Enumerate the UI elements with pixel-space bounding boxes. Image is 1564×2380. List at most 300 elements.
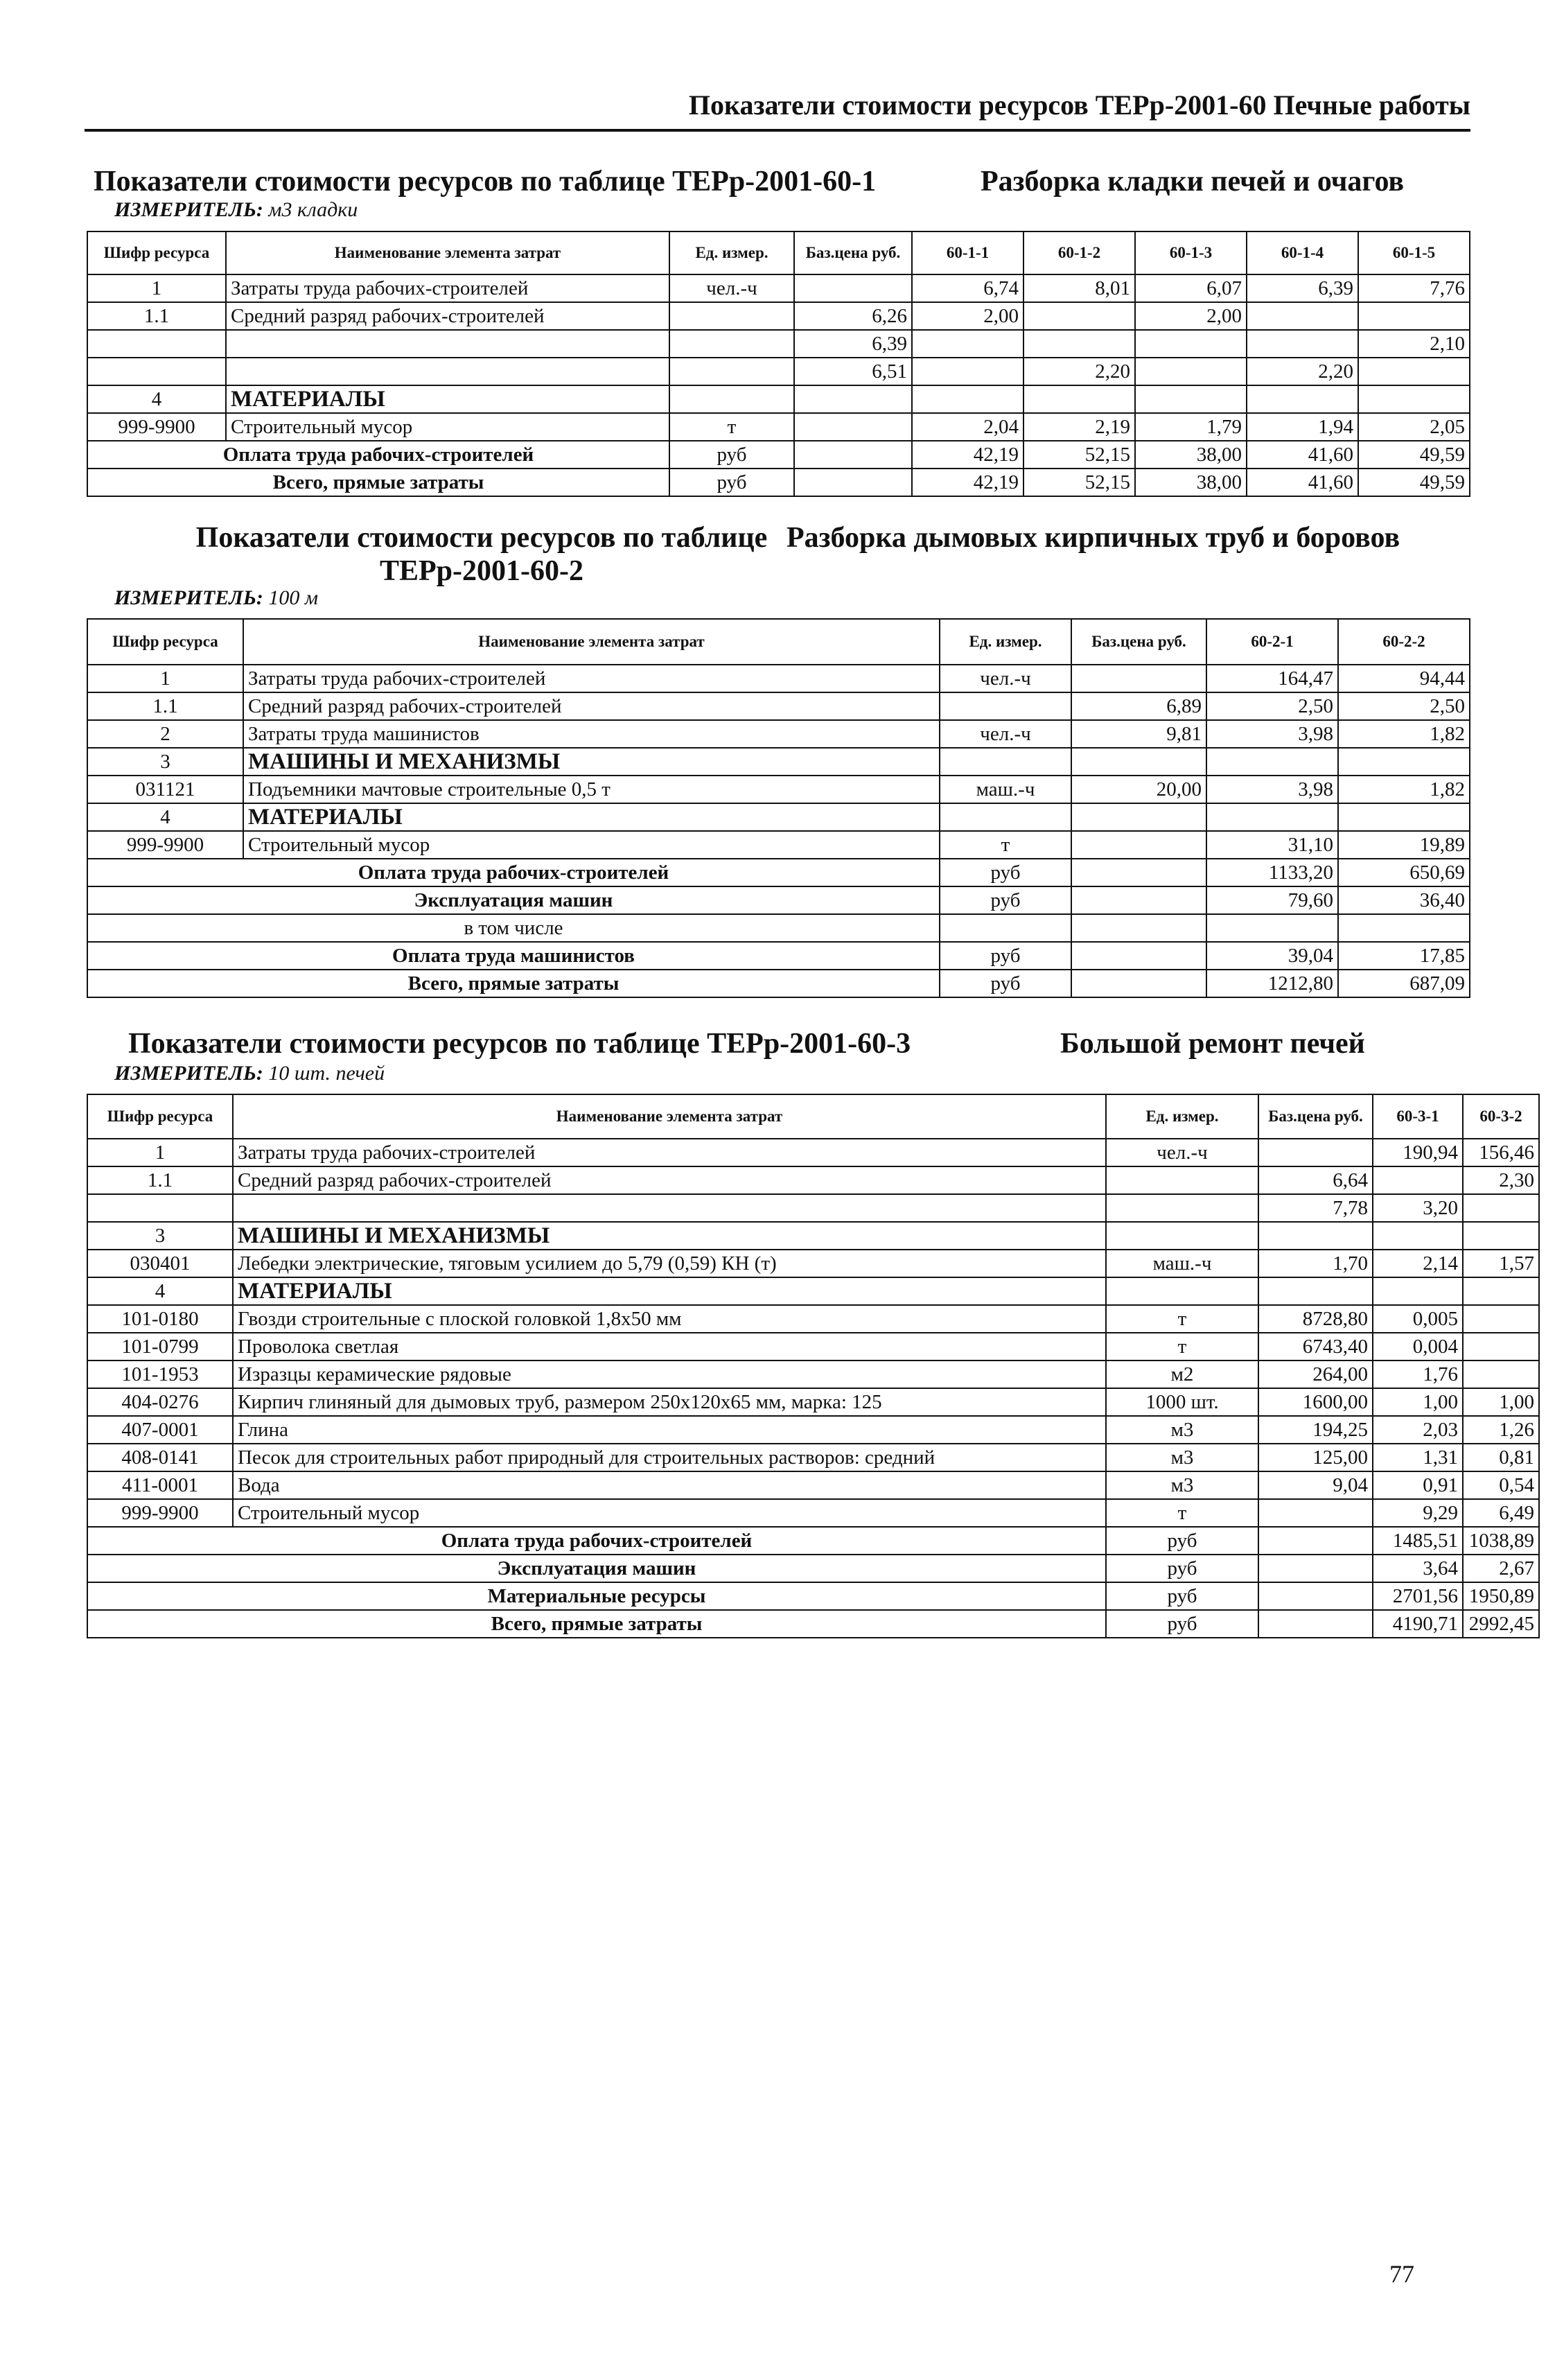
value-cell: 3,64	[1373, 1555, 1463, 1582]
base-price-cell	[1071, 803, 1206, 831]
value-cell: 41,60	[1247, 469, 1358, 496]
resource-code-cell: 999-9900	[87, 1499, 233, 1527]
value-cell	[1023, 385, 1135, 413]
resource-name-cell	[233, 1194, 1106, 1222]
table2-subtitle: Разборка дымовых кирпичных труб и боровов	[787, 522, 1400, 554]
resource-code-cell: 404-0276	[87, 1388, 233, 1416]
resource-code-cell: 101-0799	[87, 1333, 233, 1360]
unit-cell	[1106, 1166, 1258, 1194]
value-cell	[1247, 330, 1358, 358]
unit-cell	[669, 385, 794, 413]
table2-measure	[114, 586, 318, 610]
table2-title-line2: ТЕРр-2001-60-2	[380, 555, 583, 587]
unit-cell: маш.-ч	[940, 776, 1071, 803]
value-cell: 1,82	[1338, 776, 1470, 803]
table1-header-cell: 60-1-1	[912, 231, 1023, 274]
base-price-cell: 6743,40	[1258, 1333, 1373, 1360]
unit-cell: руб	[1106, 1582, 1258, 1610]
resource-name-cell: Песок для строительных работ природный для строительных растворов: средний	[233, 1444, 1106, 1471]
resource-name-cell: Средний разряд рабочих-строителей	[226, 302, 669, 330]
value-cell: 3,98	[1206, 720, 1338, 748]
value-cell: 42,19	[912, 469, 1023, 496]
base-price-cell: 1,70	[1258, 1250, 1373, 1277]
table3-row	[87, 1527, 1539, 1555]
unit-cell: руб	[940, 970, 1071, 997]
table1-row	[87, 469, 1470, 496]
unit-cell: руб	[669, 441, 794, 469]
value-cell: 2,20	[1023, 358, 1135, 385]
table1-subtitle: Разборка кладки печей и очагов	[981, 166, 1405, 198]
table2-row	[87, 748, 1470, 776]
unit-cell: 1000 шт.	[1106, 1388, 1258, 1416]
resource-code-cell: 101-0180	[87, 1305, 233, 1333]
value-cell: 1,76	[1373, 1360, 1463, 1388]
value-cell: 650,69	[1338, 859, 1470, 886]
value-cell	[1338, 914, 1470, 942]
table3-header-cell: Баз.цена руб.	[1258, 1094, 1373, 1139]
base-price-cell: 264,00	[1258, 1360, 1373, 1388]
base-price-cell	[1258, 1555, 1373, 1582]
table3-row	[87, 1277, 1539, 1305]
table3-row	[87, 1444, 1539, 1471]
table2-header-cell: Наименование элемента затрат	[243, 619, 940, 665]
resource-code-cell	[87, 330, 226, 358]
value-cell: 36,40	[1338, 886, 1470, 914]
resource-code-cell: 4	[87, 385, 226, 413]
resource-name-cell: Строительный мусор	[226, 413, 669, 441]
value-cell: 2,00	[1135, 302, 1247, 330]
base-price-cell: 9,04	[1258, 1471, 1373, 1499]
base-price-cell	[1071, 886, 1206, 914]
table3-header-cell: Ед. измер.	[1106, 1094, 1258, 1139]
table3-row	[87, 1139, 1539, 1166]
value-cell: 2,20	[1247, 358, 1358, 385]
value-cell: 52,15	[1023, 469, 1135, 496]
unit-cell: м3	[1106, 1444, 1258, 1471]
base-price-cell: 6,51	[794, 358, 912, 385]
value-cell: 1,79	[1135, 413, 1247, 441]
value-cell: 1,82	[1338, 720, 1470, 748]
resource-code-cell: 999-9900	[87, 413, 226, 441]
table2-row	[87, 720, 1470, 748]
base-price-cell	[794, 385, 912, 413]
resource-name-cell: Подъемники мачтовые строительные 0,5 т	[243, 776, 940, 803]
base-price-cell	[1258, 1582, 1373, 1610]
base-price-cell	[1258, 1527, 1373, 1555]
base-price-cell: 9,81	[1071, 720, 1206, 748]
value-cell: 156,46	[1463, 1139, 1539, 1166]
table3-row	[87, 1471, 1539, 1499]
value-cell: 1038,89	[1463, 1527, 1539, 1555]
row-label-cell: Всего, прямые затраты	[87, 970, 940, 997]
value-cell: 2,03	[1373, 1416, 1463, 1444]
table1-header-cell: Ед. измер.	[669, 231, 794, 274]
table2-header-cell: Баз.цена руб.	[1071, 619, 1206, 665]
value-cell: 94,44	[1338, 665, 1470, 692]
value-cell	[1373, 1222, 1463, 1250]
resource-code-cell: 2	[87, 720, 243, 748]
value-cell: 1,94	[1247, 413, 1358, 441]
value-cell: 6,74	[912, 274, 1023, 302]
table3-header-row	[87, 1094, 1539, 1139]
unit-cell: руб	[940, 942, 1071, 970]
base-price-cell	[1071, 970, 1206, 997]
resource-name-cell: Затраты труда рабочих-строителей	[243, 665, 940, 692]
table1-row	[87, 441, 1470, 469]
resource-name-cell: Строительный мусор	[243, 831, 940, 859]
base-price-cell: 6,39	[794, 330, 912, 358]
table2-header-cell: Шифр ресурса	[87, 619, 243, 665]
page-number: 77	[1389, 2260, 1414, 2288]
unit-cell: м2	[1106, 1360, 1258, 1388]
table3-title: Показатели стоимости ресурсов по таблице ТЕРр-2001-60-3	[128, 1028, 911, 1060]
unit-cell: т	[669, 413, 794, 441]
value-cell: 2,00	[912, 302, 1023, 330]
resource-code-cell: 408-0141	[87, 1444, 233, 1471]
value-cell	[1358, 302, 1470, 330]
resource-name-cell: Лебедки электрические, тяговым усилием до 5,79 (0,59) КН (т)	[233, 1250, 1106, 1277]
value-cell	[1463, 1194, 1539, 1222]
value-cell: 1,00	[1463, 1388, 1539, 1416]
resource-name-cell: МАТЕРИАЛЫ	[243, 803, 940, 831]
table3-measure	[114, 1062, 385, 1085]
value-cell: 2,50	[1338, 692, 1470, 720]
unit-cell: т	[940, 831, 1071, 859]
row-label-cell: Оплата труда рабочих-строителей	[87, 1527, 1106, 1555]
base-price-cell	[1071, 748, 1206, 776]
base-price-cell: 6,64	[1258, 1166, 1373, 1194]
unit-cell: руб	[1106, 1610, 1258, 1638]
value-cell: 1212,80	[1206, 970, 1338, 997]
base-price-cell: 8728,80	[1258, 1305, 1373, 1333]
value-cell	[1206, 803, 1338, 831]
base-price-cell	[794, 441, 912, 469]
unit-cell: руб	[669, 469, 794, 496]
resource-code-cell	[87, 358, 226, 385]
table3-header-cell: Шифр ресурса	[87, 1094, 233, 1139]
unit-cell: маш.-ч	[1106, 1250, 1258, 1277]
row-label-cell: Эксплуатация машин	[87, 1555, 1106, 1582]
table2-header-row	[87, 619, 1470, 665]
table2-measure-label: ИЗМЕРИТЕЛЬ:	[114, 586, 263, 609]
base-price-cell: 7,78	[1258, 1194, 1373, 1222]
base-price-cell: 1600,00	[1258, 1388, 1373, 1416]
table3-row	[87, 1194, 1539, 1222]
resource-name-cell: Проволока светлая	[233, 1333, 1106, 1360]
resource-name-cell: Вода	[233, 1471, 1106, 1499]
unit-cell: руб	[1106, 1555, 1258, 1582]
unit-cell	[940, 914, 1071, 942]
base-price-cell	[1071, 831, 1206, 859]
unit-cell	[669, 302, 794, 330]
table1-header-cell: Баз.цена руб.	[794, 231, 912, 274]
table1-header-cell: 60-1-5	[1358, 231, 1470, 274]
resource-name-cell: МАШИНЫ И МЕХАНИЗМЫ	[243, 748, 940, 776]
table1-header-cell: Шифр ресурса	[87, 231, 226, 274]
table2-row	[87, 692, 1470, 720]
resource-code-cell: 999-9900	[87, 831, 243, 859]
value-cell: 3,98	[1206, 776, 1338, 803]
unit-cell	[1106, 1277, 1258, 1305]
unit-cell: чел.-ч	[940, 720, 1071, 748]
table3-row	[87, 1499, 1539, 1527]
value-cell: 2701,56	[1373, 1582, 1463, 1610]
table2-row	[87, 942, 1470, 970]
table1-header-cell: Наименование элемента затрат	[226, 231, 669, 274]
resource-code-cell: 1.1	[87, 692, 243, 720]
value-cell: 1,31	[1373, 1444, 1463, 1471]
base-price-cell	[794, 274, 912, 302]
value-cell: 2992,45	[1463, 1610, 1539, 1638]
value-cell: 9,29	[1373, 1499, 1463, 1527]
table2-row	[87, 776, 1470, 803]
resource-name-cell: Средний разряд рабочих-строителей	[233, 1166, 1106, 1194]
value-cell: 42,19	[912, 441, 1023, 469]
value-cell	[1206, 914, 1338, 942]
value-cell: 1,26	[1463, 1416, 1539, 1444]
value-cell: 6,07	[1135, 274, 1247, 302]
value-cell: 190,94	[1373, 1139, 1463, 1166]
table3-row	[87, 1610, 1539, 1638]
base-price-cell	[1071, 914, 1206, 942]
value-cell	[912, 385, 1023, 413]
table2-row	[87, 886, 1470, 914]
base-price-cell	[1071, 665, 1206, 692]
table1	[87, 231, 1470, 497]
unit-cell	[669, 358, 794, 385]
table2-title	[114, 521, 849, 588]
row-label-cell: Оплата труда машинистов	[87, 942, 940, 970]
page-header-title: Показатели стоимости ресурсов ТЕРр-2001-60 Печные работы	[688, 89, 1470, 121]
value-cell	[1247, 385, 1358, 413]
resource-code-cell: 3	[87, 748, 243, 776]
table1-row	[87, 385, 1470, 413]
table3-subtitle: Большой ремонт печей	[1060, 1028, 1365, 1060]
unit-cell	[1106, 1222, 1258, 1250]
value-cell	[1338, 803, 1470, 831]
table1-measure-label: ИЗМЕРИТЕЛЬ:	[114, 198, 263, 221]
value-cell	[1135, 330, 1247, 358]
unit-cell: м3	[1106, 1416, 1258, 1444]
resource-name-cell: МАТЕРИАЛЫ	[233, 1277, 1106, 1305]
unit-cell: руб	[940, 859, 1071, 886]
resource-name-cell: Затраты труда рабочих-строителей	[233, 1139, 1106, 1166]
table1-measure	[114, 198, 358, 222]
table2-row	[87, 831, 1470, 859]
base-price-cell	[1258, 1139, 1373, 1166]
row-label-cell: Эксплуатация машин	[87, 886, 940, 914]
resource-code-cell: 1.1	[87, 1166, 233, 1194]
table1-row	[87, 358, 1470, 385]
value-cell	[1338, 748, 1470, 776]
value-cell: 1485,51	[1373, 1527, 1463, 1555]
base-price-cell: 194,25	[1258, 1416, 1373, 1444]
table2	[87, 618, 1470, 998]
value-cell	[1463, 1305, 1539, 1333]
resource-code-cell: 1	[87, 274, 226, 302]
base-price-cell	[1258, 1499, 1373, 1527]
value-cell: 17,85	[1338, 942, 1470, 970]
value-cell: 0,005	[1373, 1305, 1463, 1333]
resource-code-cell: 407-0001	[87, 1416, 233, 1444]
unit-cell	[940, 748, 1071, 776]
value-cell: 0,54	[1463, 1471, 1539, 1499]
value-cell: 38,00	[1135, 469, 1247, 496]
value-cell: 8,01	[1023, 274, 1135, 302]
base-price-cell	[1071, 942, 1206, 970]
resource-name-cell	[226, 330, 669, 358]
resource-name-cell	[226, 358, 669, 385]
value-cell: 4190,71	[1373, 1610, 1463, 1638]
unit-cell: чел.-ч	[1106, 1139, 1258, 1166]
value-cell: 2,05	[1358, 413, 1470, 441]
value-cell	[1023, 302, 1135, 330]
row-label-cell: Оплата труда рабочих-строителей	[87, 859, 940, 886]
value-cell: 2,30	[1463, 1166, 1539, 1194]
resource-name-cell: Гвозди строительные с плоской головкой 1,8х50 мм	[233, 1305, 1106, 1333]
table1-header-cell: 60-1-3	[1135, 231, 1247, 274]
resource-code-cell: 4	[87, 803, 243, 831]
value-cell: 2,67	[1463, 1555, 1539, 1582]
value-cell: 1,57	[1463, 1250, 1539, 1277]
value-cell	[1358, 358, 1470, 385]
value-cell	[1463, 1277, 1539, 1305]
resource-code-cell: 031121	[87, 776, 243, 803]
row-label-cell: Всего, прямые затраты	[87, 469, 669, 496]
table3-row	[87, 1166, 1539, 1194]
value-cell: 79,60	[1206, 886, 1338, 914]
table1-row	[87, 302, 1470, 330]
resource-name-cell: МАШИНЫ И МЕХАНИЗМЫ	[233, 1222, 1106, 1250]
table1-header-row	[87, 231, 1470, 274]
value-cell: 2,14	[1373, 1250, 1463, 1277]
table3-header-cell: 60-3-2	[1463, 1094, 1539, 1139]
table1-row	[87, 274, 1470, 302]
base-price-cell: 20,00	[1071, 776, 1206, 803]
table1-title: Показатели стоимости ресурсов по таблице ТЕРр-2001-60-1	[94, 166, 877, 198]
value-cell	[1358, 385, 1470, 413]
table3-header-cell: 60-3-1	[1373, 1094, 1463, 1139]
unit-cell: руб	[940, 886, 1071, 914]
table2-row	[87, 803, 1470, 831]
value-cell	[1023, 330, 1135, 358]
table3	[87, 1094, 1540, 1638]
unit-cell: т	[1106, 1305, 1258, 1333]
value-cell	[1206, 748, 1338, 776]
value-cell	[1135, 358, 1247, 385]
table1-header-cell: 60-1-2	[1023, 231, 1135, 274]
table1-row	[87, 330, 1470, 358]
table2-measure-value: 100 м	[268, 586, 319, 609]
value-cell	[1135, 385, 1247, 413]
unit-cell	[1106, 1194, 1258, 1222]
value-cell: 38,00	[1135, 441, 1247, 469]
value-cell: 7,76	[1358, 274, 1470, 302]
unit-cell: чел.-ч	[669, 274, 794, 302]
unit-cell	[940, 803, 1071, 831]
table2-header-cell: Ед. измер.	[940, 619, 1071, 665]
table2-row	[87, 859, 1470, 886]
base-price-cell	[1258, 1222, 1373, 1250]
resource-name-cell: Глина	[233, 1416, 1106, 1444]
resource-name-cell: Строительный мусор	[233, 1499, 1106, 1527]
resource-code-cell: 1	[87, 1139, 233, 1166]
base-price-cell: 6,89	[1071, 692, 1206, 720]
value-cell: 0,91	[1373, 1471, 1463, 1499]
table2-row	[87, 665, 1470, 692]
table2-title-line1: Показатели стоимости ресурсов по таблице	[195, 522, 768, 554]
base-price-cell	[794, 413, 912, 441]
value-cell: 2,50	[1206, 692, 1338, 720]
table3-row	[87, 1222, 1539, 1250]
unit-cell	[940, 692, 1071, 720]
base-price-cell	[1071, 859, 1206, 886]
table3-header-cell: Наименование элемента затрат	[233, 1094, 1106, 1139]
value-cell: 164,47	[1206, 665, 1338, 692]
value-cell	[912, 358, 1023, 385]
table3-row	[87, 1388, 1539, 1416]
resource-name-cell: Кирпич глиняный для дымовых труб, размером 250х120х65 мм, марка: 125	[233, 1388, 1106, 1416]
unit-cell: т	[1106, 1499, 1258, 1527]
resource-name-cell: Затраты труда рабочих-строителей	[226, 274, 669, 302]
unit-cell: т	[1106, 1333, 1258, 1360]
value-cell	[1373, 1166, 1463, 1194]
value-cell	[1463, 1333, 1539, 1360]
value-cell: 1950,89	[1463, 1582, 1539, 1610]
base-price-cell	[1258, 1610, 1373, 1638]
resource-code-cell: 030401	[87, 1250, 233, 1277]
value-cell	[912, 330, 1023, 358]
resource-code-cell: 101-1953	[87, 1360, 233, 1388]
resource-code-cell: 1	[87, 665, 243, 692]
unit-cell	[669, 330, 794, 358]
value-cell: 1,00	[1373, 1388, 1463, 1416]
page-header	[85, 89, 1470, 130]
table3-measure-value: 10 шт. печей	[268, 1062, 385, 1085]
table1-row	[87, 413, 1470, 441]
value-cell: 687,09	[1338, 970, 1470, 997]
table2-header-cell: 60-2-1	[1206, 619, 1338, 665]
table2-header-cell: 60-2-2	[1338, 619, 1470, 665]
table1-header-cell: 60-1-4	[1247, 231, 1358, 274]
resource-code-cell: 1.1	[87, 302, 226, 330]
unit-cell: чел.-ч	[940, 665, 1071, 692]
value-cell	[1463, 1360, 1539, 1388]
table1-measure-value: м3 кладки	[268, 198, 358, 221]
header-rule	[85, 129, 1470, 132]
base-price-cell	[794, 469, 912, 496]
row-label-cell: в том числе	[87, 914, 940, 942]
resource-code-cell: 4	[87, 1277, 233, 1305]
value-cell: 49,59	[1358, 441, 1470, 469]
resource-name-cell: Изразцы керамические рядовые	[233, 1360, 1106, 1388]
value-cell	[1247, 302, 1358, 330]
table3-row	[87, 1555, 1539, 1582]
value-cell: 49,59	[1358, 469, 1470, 496]
table3-row	[87, 1582, 1539, 1610]
table2-row	[87, 970, 1470, 997]
resource-code-cell	[87, 1194, 233, 1222]
table3-row	[87, 1416, 1539, 1444]
value-cell	[1373, 1277, 1463, 1305]
value-cell: 6,39	[1247, 274, 1358, 302]
resource-code-cell: 411-0001	[87, 1471, 233, 1499]
value-cell: 2,19	[1023, 413, 1135, 441]
table3-measure-label: ИЗМЕРИТЕЛЬ:	[114, 1062, 263, 1085]
table3-row	[87, 1305, 1539, 1333]
value-cell: 1133,20	[1206, 859, 1338, 886]
row-label-cell: Материальные ресурсы	[87, 1582, 1106, 1610]
